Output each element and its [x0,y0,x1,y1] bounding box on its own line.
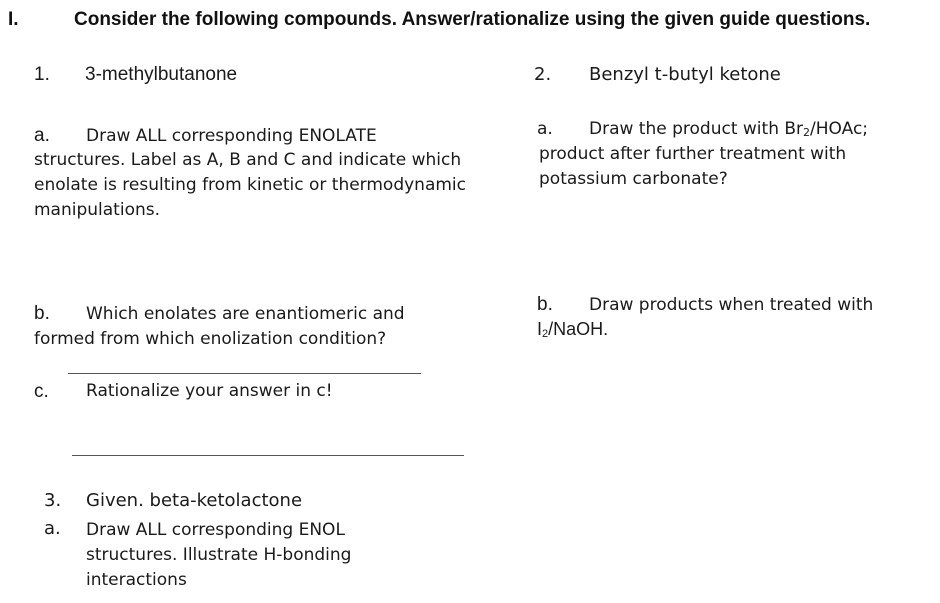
question-1c-letter: c. [34,381,49,402]
question-2b-second-line: $I_2$/NaOH. [537,319,609,340]
question-1b-letter: b. [34,303,50,324]
section-numeral: I. [8,9,19,30]
question-1a-first-line: Draw ALL corresponding ENOLATE [86,126,377,146]
compound-3-name: Given. beta-ketolactone [86,490,303,511]
question-2a-letter: a. [537,119,553,139]
question-2b-letter: b. [537,294,553,315]
question-2a-first-line: Draw the product with $Br_2$/HOAc; [589,119,869,139]
question-1b-first-line: Which enolates are enantiomeric and [86,304,405,324]
question-2b-first-line: Draw products when treated with [589,295,874,315]
question-1c-text: Rationalize your answer in c! [86,381,333,401]
compound-1-name: 3-methylbutanone [85,64,238,85]
compound-2-name: Benzyl t-butyl ketone [589,64,781,85]
compound-1-number: 1. [34,64,50,85]
question-1a-text: structures. Label as A, B and C and indicate which enolate is resulting from kinetic or thermodynamic manipulations. [34,150,466,220]
question-3a-text: Draw ALL corresponding ENOL structures. Illustrate H-bonding interactions [86,520,352,590]
section-instruction: Consider the following compounds. Answer/rationalize using the given guide questions. [74,9,871,30]
question-2a-text: product after further treatment with potassium carbonate? [539,144,847,189]
compound-2-number: 2. [534,64,552,85]
compound-3-number: 3. [44,490,62,511]
answer-line [72,455,464,456]
question-1a-letter: a. [34,125,50,146]
answer-line [68,373,421,374]
question-1b-text: formed from which enolization condition? [34,329,387,349]
question-3a-letter: a. [44,518,61,539]
